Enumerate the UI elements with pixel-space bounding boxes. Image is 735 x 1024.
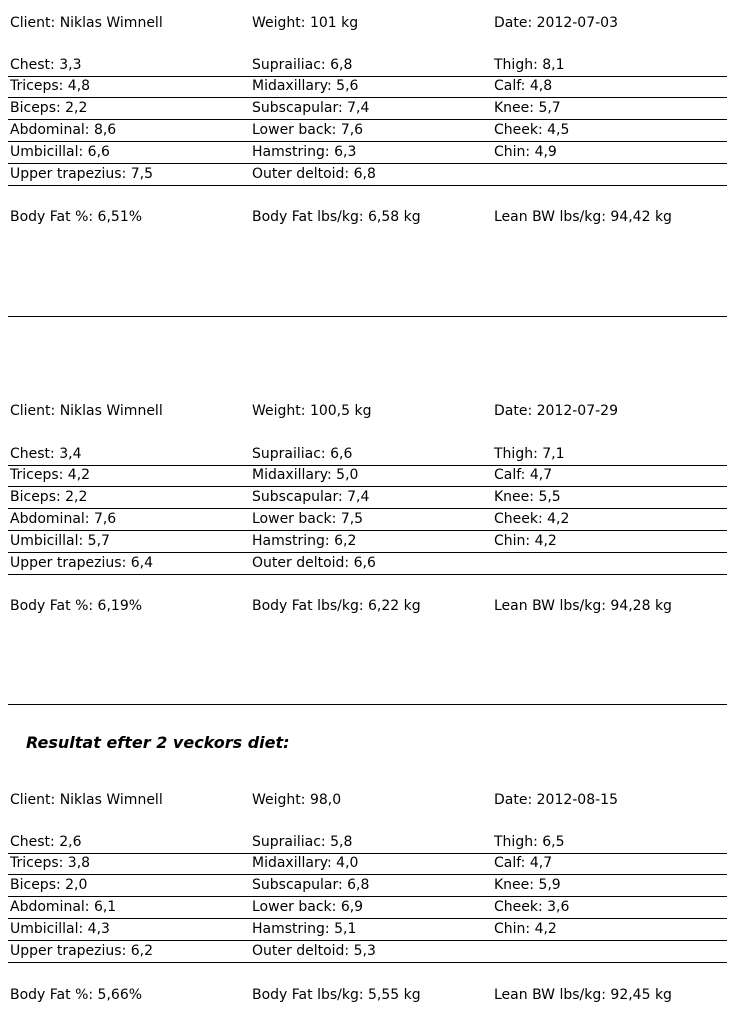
body-fat-percent: Body Fat %: 6,51% (10, 209, 143, 225)
measurement-row (8, 875, 727, 897)
measurement: Knee: 5,7 (494, 100, 561, 116)
measurement: Thigh: 6,5 (494, 834, 565, 850)
session-header (8, 790, 727, 811)
date: Date: 2012-08-15 (494, 792, 618, 808)
measurement: Chin: 4,9 (494, 144, 557, 160)
measurement-row (8, 509, 727, 531)
measurement-row (8, 897, 727, 919)
measurement-row (8, 142, 727, 164)
measurement-row (8, 919, 727, 941)
measurement-row (8, 832, 727, 854)
measurement-row (8, 487, 727, 509)
measurement: Subscapular: 6,8 (252, 877, 370, 893)
summary-row (8, 985, 727, 1006)
measurement: Suprailiac: 5,8 (252, 834, 353, 850)
measurement: Umbicillal: 6,6 (10, 144, 110, 160)
lean-body-weight: Lean BW lbs/kg: 92,45 kg (494, 987, 672, 1003)
measurement: Biceps: 2,0 (10, 877, 88, 893)
measurement: Calf: 4,7 (494, 855, 553, 871)
measurement-row (8, 120, 727, 142)
measurement: Lower back: 7,6 (252, 122, 364, 138)
measurement: Suprailiac: 6,8 (252, 57, 353, 73)
measurement-row (8, 853, 727, 875)
measurement: Upper trapezius: 6,2 (10, 943, 154, 959)
weight: Weight: 101 kg (252, 15, 359, 31)
lean-body-weight: Lean BW lbs/kg: 94,28 kg (494, 598, 672, 614)
measurement-row (8, 465, 727, 487)
measurement: Umbicillal: 4,3 (10, 921, 110, 937)
measurement: Midaxillary: 5,6 (252, 78, 359, 94)
measurement-row (8, 76, 727, 98)
lean-body-weight: Lean BW lbs/kg: 94,42 kg (494, 209, 672, 225)
measurement: Triceps: 4,8 (10, 78, 91, 94)
measurement: Upper trapezius: 7,5 (10, 166, 154, 182)
weight: Weight: 100,5 kg (252, 403, 372, 419)
weight: Weight: 98,0 (252, 792, 342, 808)
client-name: Client: Niklas Wimnell (10, 792, 163, 808)
measurement: Outer deltoid: 5,3 (252, 943, 376, 959)
measurement: Lower back: 7,5 (252, 511, 364, 527)
section-divider (8, 704, 727, 705)
measurement: Hamstring: 5,1 (252, 921, 357, 937)
measurement-row (8, 98, 727, 120)
measurement: Biceps: 2,2 (10, 100, 88, 116)
session-header (8, 401, 727, 422)
body-fat-percent: Body Fat %: 5,66% (10, 987, 143, 1003)
measurement: Chin: 4,2 (494, 921, 557, 937)
body-fat-weight: Body Fat lbs/kg: 6,58 kg (252, 209, 421, 225)
measurement-row (8, 164, 727, 186)
section-divider (8, 316, 727, 317)
measurement: Hamstring: 6,2 (252, 533, 357, 549)
measurement-row (8, 553, 727, 575)
measurement: Knee: 5,5 (494, 489, 561, 505)
measurement: Cheek: 4,5 (494, 122, 570, 138)
measurement: Lower back: 6,9 (252, 899, 364, 915)
date: Date: 2012-07-29 (494, 403, 618, 419)
measurement: Hamstring: 6,3 (252, 144, 357, 160)
measurement: Knee: 5,9 (494, 877, 561, 893)
measurement: Calf: 4,7 (494, 467, 553, 483)
measurement: Outer deltoid: 6,8 (252, 166, 376, 182)
client-name: Client: Niklas Wimnell (10, 403, 163, 419)
measurement: Outer deltoid: 6,6 (252, 555, 376, 571)
measurement: Midaxillary: 5,0 (252, 467, 359, 483)
measurement: Biceps: 2,2 (10, 489, 88, 505)
measurement: Upper trapezius: 6,4 (10, 555, 154, 571)
measurement: Cheek: 4,2 (494, 511, 570, 527)
measurement: Umbicillal: 5,7 (10, 533, 110, 549)
measurement: Calf: 4,8 (494, 78, 553, 94)
measurement: Chest: 3,4 (10, 446, 82, 462)
measurement: Abdominal: 8,6 (10, 122, 117, 138)
measurement-row (8, 55, 727, 77)
measurement: Abdominal: 7,6 (10, 511, 117, 527)
measurement: Thigh: 8,1 (494, 57, 565, 73)
date: Date: 2012-07-03 (494, 15, 618, 31)
session-header (8, 13, 727, 34)
measurement: Abdominal: 6,1 (10, 899, 117, 915)
measurement: Suprailiac: 6,6 (252, 446, 353, 462)
measurement: Triceps: 4,2 (10, 467, 91, 483)
body-fat-weight: Body Fat lbs/kg: 6,22 kg (252, 598, 421, 614)
measurement-row (8, 444, 727, 466)
measurement: Chin: 4,2 (494, 533, 557, 549)
body-fat-percent: Body Fat %: 6,19% (10, 598, 143, 614)
summary-row (8, 207, 727, 228)
measurement: Chest: 3,3 (10, 57, 82, 73)
measurement-row (8, 531, 727, 553)
measurement: Thigh: 7,1 (494, 446, 565, 462)
measurement: Triceps: 3,8 (10, 855, 91, 871)
measurement: Chest: 2,6 (10, 834, 82, 850)
measurement: Subscapular: 7,4 (252, 489, 370, 505)
summary-row (8, 596, 727, 617)
measurement-row (8, 941, 727, 963)
body-fat-weight: Body Fat lbs/kg: 5,55 kg (252, 987, 421, 1003)
measurement: Cheek: 3,6 (494, 899, 570, 915)
measurement: Midaxillary: 4,0 (252, 855, 359, 871)
diet-result-heading: Resultat efter 2 veckors diet: (26, 733, 290, 752)
client-name: Client: Niklas Wimnell (10, 15, 163, 31)
measurement: Subscapular: 7,4 (252, 100, 370, 116)
